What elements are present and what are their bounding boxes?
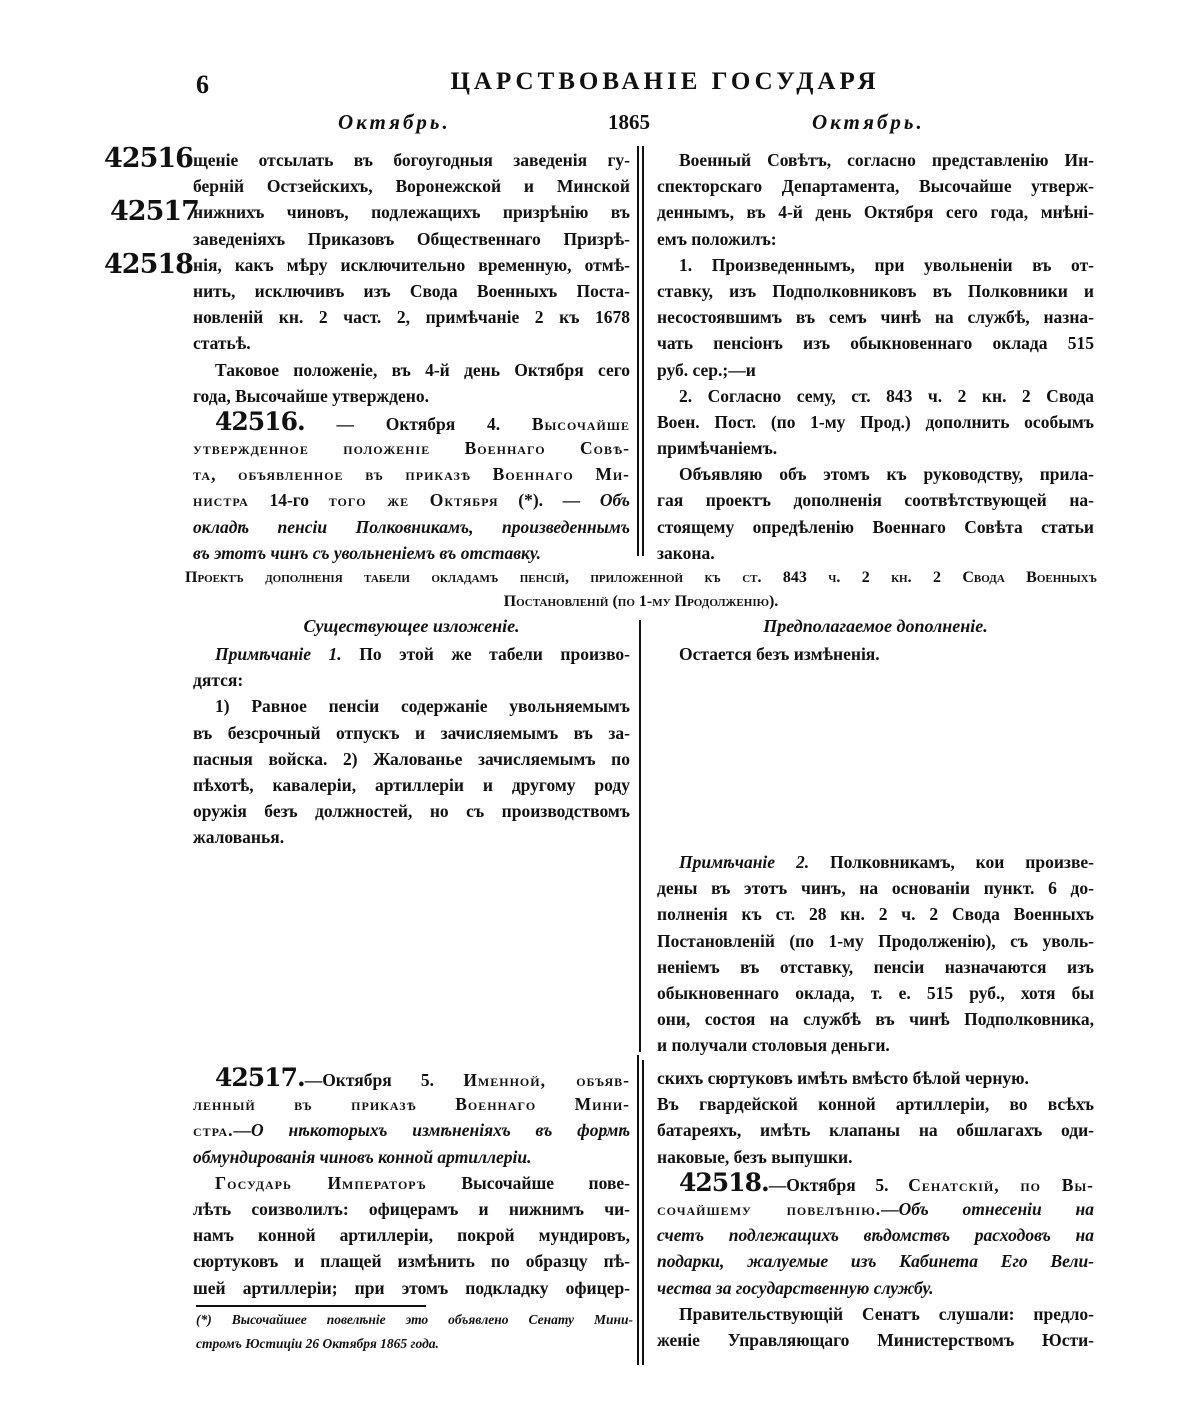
- text-line: [193, 540, 630, 566]
- paragraph: [657, 461, 1094, 566]
- text-line: деннымъ, въ 4-й день Октября сего года, мнѣні-: [657, 202, 1094, 223]
- text-line: нія, какъ мѣру исключительно временную, отмѣ-: [193, 254, 630, 275]
- text-line: оружія безъ должностей, но съ производствомъ: [193, 801, 630, 822]
- italic-text: Объ отнесеніи на: [898, 1198, 1094, 1219]
- text-line: чать пенсіонъ изъ обыкновеннаго оклада 515: [657, 333, 1094, 354]
- text-line: примѣчаніемъ.: [657, 438, 778, 459]
- text-line: [657, 1222, 1094, 1248]
- small-caps-text: Именной, объяв-: [463, 1070, 630, 1090]
- text-line: сюртуковъ и плащей измѣнить по образцу пѣ-: [193, 1251, 630, 1272]
- entry-number: 42516.: [215, 406, 305, 436]
- text-line: [193, 1091, 630, 1117]
- table-title-line: Проектъ дополненія табели окладамъ пенсій, приложенной къ ст. 843 ч. 2 кн. 2 Свода Военныхъ: [185, 569, 1097, 586]
- text-line: года, Высочайше утверждено.: [193, 385, 429, 406]
- paragraph: [657, 1091, 1094, 1170]
- text-line: полненія къ ст. 28 кн. 2 ч. 2 Свода Военныхъ: [657, 904, 1094, 925]
- text-line: Правительствующій Сенатъ слушали: предло-: [679, 1303, 1094, 1324]
- italic-text: счетъ подлежащихъ вѣдомствъ расходовъ на: [657, 1225, 1094, 1246]
- text-line: жалованья.: [193, 827, 285, 848]
- text-line: неніемъ въ отставку, пенсіи назначаются изъ: [657, 956, 1094, 977]
- text-line: закона.: [657, 542, 715, 563]
- entry-number: 42518.: [679, 1167, 769, 1197]
- text-line: берній Остзейскихъ, Воронежской и Минской: [193, 176, 630, 197]
- small-caps-text: утвержденное положеніе Военнаго Совѣ-: [193, 438, 630, 459]
- paragraph: [193, 357, 630, 409]
- text-line: пѣхотѣ, кавалеріи, артиллеріи и другому роду: [193, 774, 630, 795]
- italic-text: Примѣчаніе 1.: [215, 644, 342, 664]
- text-line: 1) Равное пенсіи содержаніе увольняемымъ: [215, 696, 630, 717]
- text-line: Военный Совѣтъ, согласно представленію Ин-: [679, 150, 1094, 170]
- text-line: скихъ сюртуковъ имѣть вмѣсто бѣлой черную.: [657, 1068, 1029, 1088]
- text-span: —: [233, 1120, 252, 1141]
- running-title: ЦАРСТВОВАНІЕ ГОСУДАРЯ: [450, 68, 880, 95]
- text-line: статьѣ.: [193, 333, 251, 354]
- text-line: [193, 487, 630, 513]
- table-heading-proposed: Предполагаемое дополненіе.: [763, 616, 988, 636]
- footnote-line: стромъ Юстиціи 26 Октября 1865 года.: [196, 1336, 439, 1351]
- text-line: [193, 514, 630, 540]
- text-span: По этой же табели произво-: [341, 644, 630, 664]
- text-line: нижнихъ чиновъ, подлежащихъ призрѣнію въ: [193, 202, 630, 223]
- text-line: Въ гвардейской конной артиллеріи, во всѣхъ: [657, 1094, 1094, 1115]
- paragraph: [193, 406, 630, 566]
- text-line: нить, исключивъ изъ Свода Военныхъ Поста-: [193, 280, 630, 301]
- italic-text: подарки, жалуемые изъ Кабинета Его Вели-: [657, 1251, 1094, 1272]
- text-line: въ безсрочный отпускъ и зачисляемымъ въ за-: [193, 722, 630, 743]
- text-line: дятся:: [193, 670, 244, 691]
- text-line: ставку, изъ Подполковниковъ въ Полковники и: [657, 280, 1094, 301]
- italic-text: чества за государственную службу.: [657, 1277, 934, 1298]
- small-caps-text: Государь Императоръ: [215, 1172, 427, 1193]
- column-rule: [642, 1060, 644, 1365]
- text-line: [193, 461, 630, 487]
- paragraph: [193, 1170, 630, 1301]
- text-line: гая проектъ дополненія соотвѣтствующей на-: [657, 490, 1094, 511]
- text-line: новленій кн. 2 част. 2, примѣчаніе 2 къ 1678: [193, 307, 630, 328]
- text-line: [193, 1117, 630, 1143]
- text-line: [193, 1065, 630, 1091]
- text-line: несостоявшимъ въ семъ чинѣ на службѣ, назна-: [657, 307, 1094, 328]
- text-line: обыкновеннаго оклада, т. е. 515 руб., хотя бы: [657, 982, 1094, 1003]
- text-line: Остается безъ измѣненія.: [679, 644, 880, 664]
- text-line: стоящему опредѣленію Военнаго Совѣта статьи: [657, 516, 1094, 537]
- small-caps-text: Высочайше: [531, 413, 630, 434]
- text-line: Воен. Пост. (по 1-му Прод.) дополнить особымъ: [657, 411, 1094, 432]
- text-span: 14-го: [269, 490, 329, 511]
- small-caps-text: Сенатскій, по Вы-: [908, 1174, 1094, 1195]
- text-line: емъ положилъ:: [657, 228, 777, 249]
- text-line: [657, 1248, 1094, 1274]
- small-caps-text: ленный въ приказѣ Военнаго Мини-: [193, 1094, 630, 1115]
- table-title: [185, 566, 1097, 614]
- paragraph: [193, 693, 630, 850]
- text-line: [193, 406, 630, 436]
- text-span: —Октября 5.: [768, 1174, 909, 1195]
- table-proposed-text: [657, 641, 1094, 667]
- entry-number: 42517.: [215, 1063, 305, 1092]
- paragraph: [657, 1065, 1094, 1091]
- top-left-column: [193, 147, 630, 566]
- italic-text: въ этотъ чинъ съ увольненіемъ въ отставку.: [193, 542, 541, 563]
- paragraph: [193, 147, 630, 357]
- italic-text: Примѣчаніе 2.: [679, 852, 810, 872]
- italic-text: Объ: [599, 490, 630, 511]
- table-title-line: Постановленій (по 1-му Продолженію).: [503, 593, 779, 610]
- footnote-rule: [196, 1305, 426, 1307]
- italic-text: О нѣкоторыхъ измѣненіяхъ въ формѣ: [251, 1120, 630, 1141]
- text-line: шей артиллеріи; при этомъ подкладку офицер-: [193, 1277, 630, 1298]
- column-rule: [637, 1055, 639, 1365]
- top-right-column: [657, 147, 1094, 566]
- margin-number: 42518: [104, 249, 193, 280]
- text-line: батареяхъ, имѣть клапаны на обшлагахъ оди-: [657, 1120, 1094, 1141]
- paragraph: [193, 641, 630, 693]
- text-line: [193, 1144, 630, 1170]
- paragraph: [657, 641, 1094, 667]
- italic-text: окладѣ пенсіи Полковникамъ, произведеннымъ: [193, 516, 630, 537]
- text-line: Таковое положеніе, въ 4-й день Октября сего: [215, 359, 630, 380]
- paragraph: [657, 383, 1094, 462]
- small-caps-text: того же Октября: [328, 490, 499, 511]
- small-caps-text: нистра: [193, 490, 270, 511]
- small-caps-text: сочайшему повелѣнію.: [657, 1198, 882, 1219]
- footnote: [196, 1308, 633, 1356]
- small-caps-text: та, объявленное въ приказѣ Военнаго Ми-: [193, 464, 630, 485]
- text-line: щеніе отсылать въ богоугодныя заведенія гу-: [193, 150, 630, 170]
- page-number: 6: [196, 70, 209, 99]
- text-span: — Октября 4.: [304, 413, 532, 434]
- text-line: Постановленій (по 1-му Продолженію), съ уволь-: [657, 930, 1094, 951]
- text-span: —Октября 5.: [304, 1070, 464, 1090]
- bottom-left-column: [193, 1065, 630, 1301]
- text-line: [657, 849, 1094, 875]
- paragraph: [657, 1167, 1094, 1301]
- text-span: —: [881, 1198, 899, 1219]
- text-span: Полковникамъ, кои произве-: [809, 852, 1094, 872]
- italic-text: обмундированія чиновъ конной артиллеріи.: [193, 1146, 532, 1167]
- text-line: 2. Согласно сему, ст. 843 ч. 2 кн. 2 Свода: [679, 385, 1094, 406]
- paragraph: [657, 849, 1094, 1059]
- text-line: наковые, безъ выпушки.: [657, 1146, 853, 1167]
- text-line: [193, 1170, 630, 1196]
- text-line: 1. Произведеннымъ, при увольненіи въ от-: [679, 254, 1094, 275]
- column-rule: [642, 146, 644, 556]
- table-heading-existing: Существующее изложеніе.: [303, 616, 520, 636]
- table-existing-text: [193, 641, 630, 851]
- text-line: они, состоя на службѣ въ чинѣ Подполковника,: [657, 1009, 1094, 1030]
- text-line: Объявляю объ этомъ къ руководству, прила-: [679, 464, 1094, 485]
- text-line: [657, 1275, 1094, 1301]
- text-line: лѣть соизволилъ: офицерамъ и нижнимъ чи-: [193, 1198, 630, 1219]
- text-span: (*). —: [498, 490, 600, 511]
- text-line: заведеніяхъ Приказовъ Общественнаго Призрѣ-: [193, 228, 630, 249]
- text-line: [657, 1167, 1094, 1197]
- text-span: Высочайше пове-: [426, 1172, 630, 1193]
- text-line: намъ конной артиллеріи, покрой мундировъ,: [193, 1225, 630, 1246]
- month-left: Октябрь.: [338, 110, 451, 134]
- column-rule: [637, 146, 639, 556]
- text-line: [193, 641, 630, 667]
- paragraph: [657, 147, 1094, 252]
- text-line: спекторскаго Департамента, Высочайше утверж-: [657, 176, 1094, 197]
- year: 1865: [608, 110, 650, 134]
- text-line: женіе Управляющаго Министерствомъ Юсти-: [657, 1329, 1094, 1350]
- table-note-2: [657, 849, 1094, 1059]
- text-line: пасныя войска. 2) Жалованье зачисляемымъ по: [193, 748, 630, 769]
- footnote-line: (*) Высочайшее повелѣніе это объявлено Сенату Мини-: [196, 1312, 633, 1327]
- text-line: дены въ этотъ чинъ, на основаніи пункт. 6 до-: [657, 878, 1094, 899]
- text-line: и получали столовыя деньги.: [657, 1035, 890, 1056]
- small-caps-text: стра.: [193, 1120, 234, 1141]
- paragraph: [657, 1301, 1094, 1353]
- text-line: руб. сер.;—и: [657, 359, 756, 380]
- paragraph: [657, 252, 1094, 383]
- text-line: [657, 1196, 1094, 1222]
- bottom-right-column: [657, 1065, 1094, 1353]
- paragraph: [193, 1065, 630, 1170]
- margin-number: 42516: [104, 143, 193, 174]
- margin-number: 42517: [110, 196, 199, 227]
- month-right: Октябрь.: [812, 110, 925, 134]
- table-rule: [639, 620, 641, 1052]
- text-line: [193, 435, 630, 461]
